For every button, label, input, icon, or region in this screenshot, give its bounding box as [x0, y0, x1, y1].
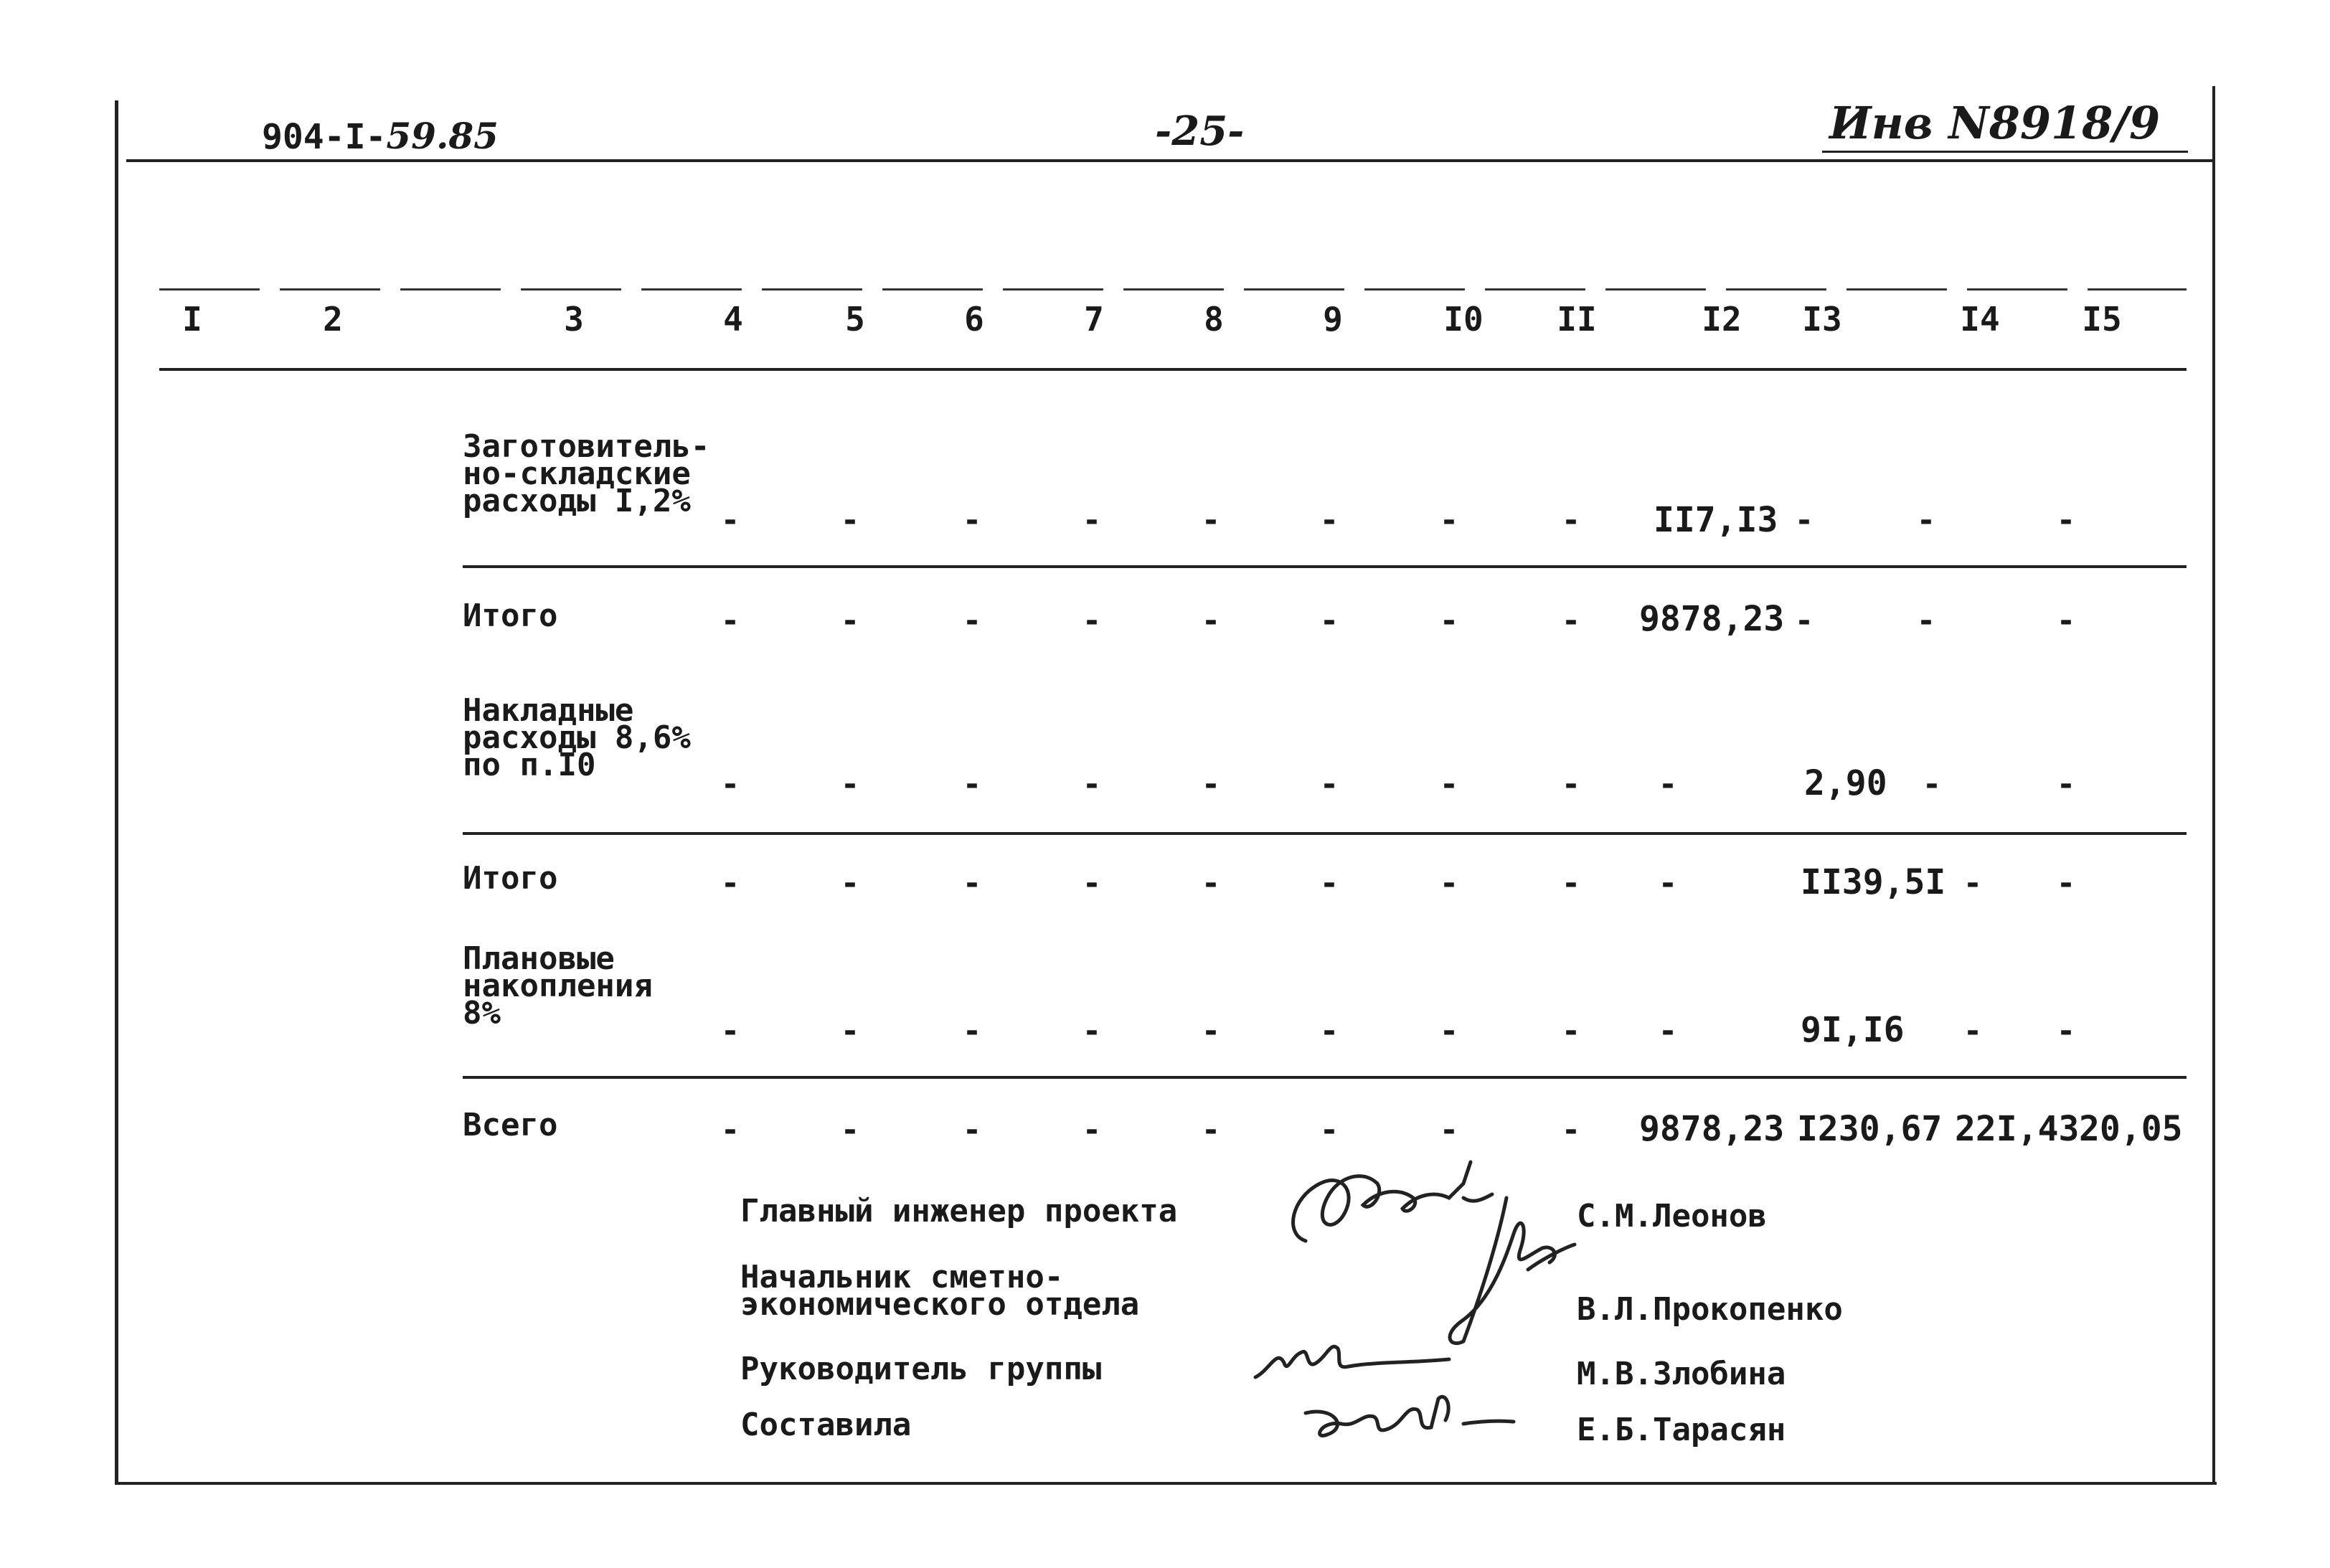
- col-num-13: I3: [1802, 300, 1842, 339]
- column-header-top-rule: [159, 288, 2187, 291]
- cell-dash: -: [1082, 865, 1102, 902]
- doc-code-print: 904-I-: [262, 117, 387, 157]
- doc-code: [262, 115, 499, 157]
- cell-dash: -: [1561, 865, 1581, 902]
- handwritten-signature-tarasyan: [1291, 1384, 1521, 1463]
- frame-top-rule: [126, 159, 2214, 162]
- row-divider: [463, 832, 2187, 835]
- row-label: Итого: [463, 598, 558, 634]
- cell-dash: -: [1794, 502, 1814, 539]
- cell-dash: -: [962, 1112, 982, 1148]
- frame-left-border: [115, 100, 118, 1485]
- cell-dash: -: [1916, 603, 1936, 639]
- frame-right-border: [2212, 86, 2215, 1485]
- cell-dash: -: [720, 865, 740, 902]
- cell-dash: -: [1082, 502, 1102, 539]
- cell-dash: -: [1561, 502, 1581, 539]
- column-header-bottom-rule: [159, 368, 2187, 371]
- cell-col15: 20,05: [2079, 1109, 2183, 1149]
- col-num-6: 6: [964, 300, 984, 339]
- cell-dash: -: [1319, 1013, 1339, 1049]
- cell-dash: -: [1319, 603, 1339, 639]
- cell-dash: -: [1201, 1013, 1221, 1049]
- col-num-4: 4: [723, 300, 743, 339]
- cell-dash: -: [1439, 1112, 1459, 1148]
- cell-dash: -: [1201, 1112, 1221, 1148]
- cell-dash: -: [720, 1112, 740, 1148]
- cell-dash: -: [1916, 502, 1936, 539]
- cell-dash: -: [840, 1013, 860, 1049]
- row-divider: [463, 1076, 2187, 1079]
- col-num-3: 3: [564, 300, 584, 339]
- cell-dash: -: [1201, 502, 1221, 539]
- signature-name: С.М.Леонов: [1577, 1198, 1767, 1234]
- cell-dash: -: [962, 603, 982, 639]
- cell-dash: -: [720, 766, 740, 803]
- signature-role: Руководитель группы: [740, 1351, 1102, 1387]
- cell-dash: -: [1658, 766, 1678, 803]
- cell-dash: -: [962, 865, 982, 902]
- cell-dash: -: [1963, 1013, 1983, 1049]
- signature-name: В.Л.Прокопенко: [1577, 1291, 1843, 1328]
- cell-dash: -: [1201, 603, 1221, 639]
- inventory-number: Инв N8918/9: [1829, 97, 2161, 149]
- handwritten-signature-zlobina: [1248, 1327, 1463, 1392]
- cell-col12: II7,I3: [1654, 500, 1778, 540]
- col-num-10: I0: [1443, 300, 1484, 339]
- cell-dash: -: [1319, 766, 1339, 803]
- col-num-14: I4: [1960, 300, 2000, 339]
- cell-dash: -: [1082, 766, 1102, 803]
- col-num-2: 2: [323, 300, 343, 339]
- cell-dash: -: [1963, 865, 1983, 902]
- cell-dash: -: [1794, 603, 1814, 639]
- cell-dash: -: [2056, 502, 2076, 539]
- col-num-7: 7: [1084, 300, 1104, 339]
- cell-dash: -: [1439, 766, 1459, 803]
- cell-col13: II39,5I: [1801, 862, 1946, 902]
- cell-dash: -: [2056, 865, 2076, 902]
- doc-code-hand: 59.85: [386, 115, 499, 157]
- cell-dash: -: [1082, 1112, 1102, 1148]
- cell-dash: -: [720, 1013, 740, 1049]
- cell-dash: -: [840, 603, 860, 639]
- signature-name: М.В.Злобина: [1577, 1356, 1786, 1392]
- inventory-underline: [1822, 151, 2188, 153]
- col-num-11: II: [1557, 300, 1597, 339]
- col-num-1: I: [182, 300, 202, 339]
- signature-role: Начальник сметно- экономического отдела: [740, 1259, 1140, 1323]
- cell-dash: -: [1561, 1013, 1581, 1049]
- cell-dash: -: [840, 502, 860, 539]
- cell-dash: -: [1439, 1013, 1459, 1049]
- cell-dash: -: [1439, 603, 1459, 639]
- cell-dash: -: [1319, 502, 1339, 539]
- col-num-12: I2: [1702, 300, 1742, 339]
- cell-dash: -: [1319, 1112, 1339, 1148]
- row-divider: [463, 565, 2187, 568]
- cell-dash: -: [962, 502, 982, 539]
- cell-dash: -: [1439, 865, 1459, 902]
- cell-col13: 2,90: [1804, 763, 1887, 803]
- cell-dash: -: [1082, 603, 1102, 639]
- col-num-15: I5: [2082, 300, 2122, 339]
- cell-dash: -: [2056, 1013, 2076, 1049]
- cell-dash: -: [962, 766, 982, 803]
- cell-col13: 9I,I6: [1801, 1010, 1905, 1050]
- cell-col14: 22I,43: [1955, 1109, 2080, 1149]
- cell-dash: -: [1561, 766, 1581, 803]
- col-num-5: 5: [845, 300, 865, 339]
- cell-dash: -: [1561, 603, 1581, 639]
- row-label: Плановые накопления 8%: [463, 940, 653, 1031]
- frame-bottom-border: [115, 1482, 2217, 1485]
- cell-col12: 9878,23: [1639, 599, 1785, 639]
- row-label: Заготовитель- но-складские расходы I,2%: [463, 428, 710, 519]
- col-num-9: 9: [1323, 300, 1343, 339]
- cell-dash: -: [1658, 865, 1678, 902]
- cell-dash: -: [840, 1112, 860, 1148]
- signature-role: Главный инженер проекта: [740, 1193, 1178, 1229]
- cell-dash: -: [1922, 766, 1942, 803]
- cell-dash: -: [2056, 603, 2076, 639]
- cell-dash: -: [840, 865, 860, 902]
- cell-dash: -: [1201, 766, 1221, 803]
- row-label: Итого: [463, 860, 558, 897]
- row-label: Всего: [463, 1107, 558, 1143]
- cell-dash: -: [2056, 766, 2076, 803]
- page-number: -25-: [1155, 108, 1245, 155]
- cell-dash: -: [962, 1013, 982, 1049]
- cell-dash: -: [1319, 865, 1339, 902]
- cell-dash: -: [840, 766, 860, 803]
- cell-dash: -: [1658, 1013, 1678, 1049]
- cell-dash: -: [1082, 1013, 1102, 1049]
- cell-dash: -: [720, 502, 740, 539]
- row-label: Накладные расходы 8,6% по п.I0: [463, 692, 691, 783]
- signature-name: Е.Б.Тарасян: [1577, 1412, 1786, 1448]
- cell-col12: 9878,23: [1639, 1109, 1785, 1149]
- cell-dash: -: [1439, 502, 1459, 539]
- signature-role: Составила: [740, 1407, 912, 1443]
- cell-dash: -: [1201, 865, 1221, 902]
- cell-col13: I230,67: [1797, 1109, 1943, 1149]
- cell-dash: -: [1561, 1112, 1581, 1148]
- cell-dash: -: [720, 603, 740, 639]
- col-num-8: 8: [1204, 300, 1224, 339]
